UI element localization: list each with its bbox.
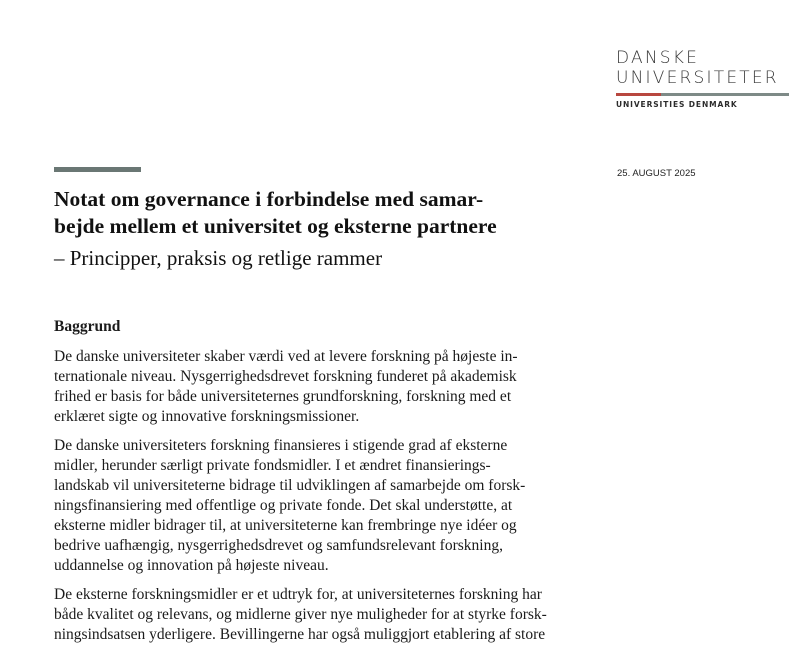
paragraph	[54, 436, 614, 576]
text-line: eksterne midler bidrager til, at universiteterne kan frembringe nye idéer og	[54, 517, 517, 534]
text-line: både kvalitet og relevans, og midlerne giver nye muligheder for at styrke forsk-	[54, 606, 547, 623]
logo-tagline: UNIVERSITIES DENMARK	[616, 100, 738, 109]
title-line: bejde mellem et universitet og eksterne partnere	[54, 214, 497, 238]
document-subtitle: – Principper, praksis og retlige rammer	[54, 246, 383, 270]
logo-line-danske: DANSKE	[616, 48, 700, 68]
logo-color-bar	[616, 93, 789, 96]
logo-line-universiteter: UNIVERSITETER	[616, 68, 779, 88]
text-line: landskab vil universiteterne bidrage til udviklingen af samarbejde om forsk-	[54, 477, 526, 494]
text-line: midler, herunder særligt private fondsmidler. I et ændret finansierings-	[54, 457, 491, 474]
title-accent-rule	[54, 167, 141, 172]
text-line: erklæret sigte og innovative forskningsmissioner.	[54, 408, 360, 425]
text-line: ternationale niveau. Nysgerrighedsdrevet forskning funderet på akademisk	[54, 368, 517, 385]
text-line: ningsindsatsen yderligere. Bevillingerne har også muliggjort etablering af store	[54, 626, 546, 643]
document-date: 25. AUGUST 2025	[617, 168, 696, 179]
text-line: bedrive uafhængig, nysgerrighedsdrevet og samfundsrelevant forskning,	[54, 537, 503, 554]
text-line: De danske universiteters forskning finansieres i stigende grad af eksterne	[54, 437, 508, 454]
document-title	[54, 186, 614, 240]
section-heading: Baggrund	[54, 318, 121, 335]
logo	[616, 48, 798, 109]
paragraph	[54, 347, 614, 427]
paragraph	[54, 585, 614, 645]
text-line: ningsfinansiering med offentlige og private fonde. Det skal understøtte, at	[54, 497, 513, 514]
text-line: De eksterne forskningsmidler er et udtryk for, at universiteternes forskning har	[54, 586, 542, 603]
title-line: Notat om governance i forbindelse med samar-	[54, 187, 484, 211]
text-line: uddannelse og innovation på højeste niveau.	[54, 557, 329, 574]
document-body	[54, 317, 614, 654]
text-line: frihed er basis for både universiteternes grundforskning, forskning med et	[54, 388, 512, 405]
text-line: De danske universiteter skaber værdi ved at levere forskning på højeste in-	[54, 348, 518, 365]
